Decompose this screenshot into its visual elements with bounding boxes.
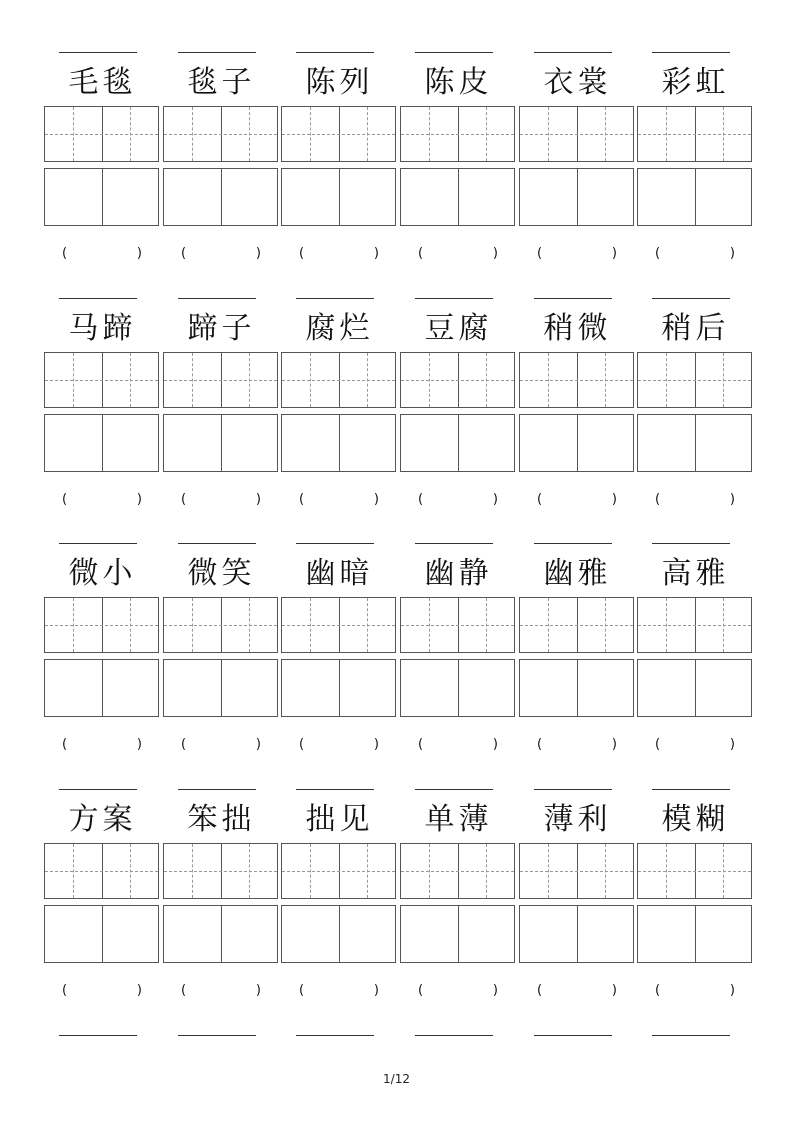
answer-line <box>296 789 374 790</box>
writing-box[interactable] <box>44 168 159 226</box>
paren-open: ( <box>62 983 68 998</box>
paren-open: ( <box>181 492 187 507</box>
answer-line <box>534 52 612 53</box>
vocab-word: 高雅 <box>661 556 730 591</box>
paren-close: ) <box>729 737 735 752</box>
tianzige-box[interactable] <box>44 843 159 899</box>
paren-open: ( <box>537 492 543 507</box>
writing-box[interactable] <box>400 168 515 226</box>
paren-close: ) <box>255 246 261 261</box>
answer-line <box>534 789 612 790</box>
paren-open: ( <box>62 246 68 261</box>
answer-line <box>178 1035 256 1036</box>
tianzige-box[interactable] <box>163 843 278 899</box>
tianzige-box[interactable] <box>281 352 396 408</box>
tianzige-box[interactable] <box>400 843 515 899</box>
writing-box[interactable] <box>163 168 278 226</box>
paren-close: ) <box>373 737 379 752</box>
writing-box[interactable] <box>281 414 396 472</box>
writing-box[interactable] <box>44 414 159 472</box>
vocab-word: 幽雅 <box>543 556 612 591</box>
vocab-word: 稍微 <box>543 311 612 346</box>
paren-open: ( <box>299 737 305 752</box>
paren-open: ( <box>537 246 543 261</box>
vocab-word: 拙见 <box>305 802 374 837</box>
tianzige-box[interactable] <box>281 597 396 653</box>
answer-line <box>652 543 730 544</box>
answer-line <box>59 789 137 790</box>
writing-box[interactable] <box>400 905 515 963</box>
tianzige-box[interactable] <box>281 106 396 162</box>
paren-open: ( <box>537 983 543 998</box>
vocab-word: 毛毯 <box>68 65 137 100</box>
answer-line <box>534 1035 612 1036</box>
paren-close: ) <box>373 246 379 261</box>
writing-box[interactable] <box>519 168 634 226</box>
vocab-word: 彩虹 <box>661 65 730 100</box>
answer-line <box>59 52 137 53</box>
answer-line <box>178 543 256 544</box>
tianzige-box[interactable] <box>637 106 752 162</box>
paren-open: ( <box>62 492 68 507</box>
tianzige-box[interactable] <box>281 843 396 899</box>
writing-box[interactable] <box>163 659 278 717</box>
paren-open: ( <box>418 737 424 752</box>
vocab-word: 腐烂 <box>305 311 374 346</box>
tianzige-box[interactable] <box>163 106 278 162</box>
answer-line <box>415 1035 493 1036</box>
vocab-word: 毯子 <box>187 65 256 100</box>
tianzige-box[interactable] <box>519 597 634 653</box>
writing-box[interactable] <box>281 905 396 963</box>
vocab-word: 陈皮 <box>424 65 493 100</box>
answer-line <box>415 52 493 53</box>
paren-close: ) <box>136 492 142 507</box>
paren-open: ( <box>537 737 543 752</box>
vocab-word: 模糊 <box>661 802 730 837</box>
paren-close: ) <box>255 983 261 998</box>
vocab-word: 单薄 <box>424 802 493 837</box>
vocab-word: 笨拙 <box>187 802 256 837</box>
paren-open: ( <box>299 983 305 998</box>
vocab-word: 薄利 <box>543 802 612 837</box>
answer-line <box>59 298 137 299</box>
answer-line <box>59 543 137 544</box>
vocab-word: 方案 <box>68 802 137 837</box>
tianzige-box[interactable] <box>637 352 752 408</box>
answer-line <box>415 543 493 544</box>
tianzige-box[interactable] <box>44 106 159 162</box>
vocab-word: 衣裳 <box>543 65 612 100</box>
paren-open: ( <box>299 492 305 507</box>
vocab-word: 马蹄 <box>68 311 137 346</box>
tianzige-box[interactable] <box>519 843 634 899</box>
writing-box[interactable] <box>44 905 159 963</box>
tianzige-box[interactable] <box>637 597 752 653</box>
writing-box[interactable] <box>637 905 752 963</box>
paren-close: ) <box>729 983 735 998</box>
paren-close: ) <box>729 246 735 261</box>
paren-close: ) <box>255 737 261 752</box>
paren-open: ( <box>655 737 661 752</box>
paren-close: ) <box>255 492 261 507</box>
paren-open: ( <box>299 246 305 261</box>
paren-open: ( <box>655 983 661 998</box>
writing-box[interactable] <box>281 168 396 226</box>
tianzige-box[interactable] <box>163 597 278 653</box>
writing-box[interactable] <box>519 414 634 472</box>
paren-open: ( <box>655 246 661 261</box>
vocab-word: 幽暗 <box>305 556 374 591</box>
writing-box[interactable] <box>637 168 752 226</box>
writing-box[interactable] <box>163 905 278 963</box>
paren-close: ) <box>373 492 379 507</box>
paren-close: ) <box>492 492 498 507</box>
paren-close: ) <box>611 737 617 752</box>
paren-open: ( <box>181 983 187 998</box>
writing-box[interactable] <box>637 414 752 472</box>
vocab-word: 幽静 <box>424 556 493 591</box>
tianzige-box[interactable] <box>163 352 278 408</box>
tianzige-box[interactable] <box>44 352 159 408</box>
answer-line <box>59 1035 137 1036</box>
writing-box[interactable] <box>519 905 634 963</box>
paren-close: ) <box>611 246 617 261</box>
tianzige-box[interactable] <box>400 106 515 162</box>
answer-line <box>178 789 256 790</box>
vocab-word: 稍后 <box>661 311 730 346</box>
vocab-word: 陈列 <box>305 65 374 100</box>
paren-close: ) <box>611 492 617 507</box>
writing-box[interactable] <box>400 414 515 472</box>
writing-box[interactable] <box>44 659 159 717</box>
tianzige-box[interactable] <box>519 106 634 162</box>
page-number: 1/12 <box>383 1072 410 1086</box>
writing-box[interactable] <box>400 659 515 717</box>
paren-close: ) <box>492 983 498 998</box>
paren-close: ) <box>729 492 735 507</box>
answer-line <box>296 298 374 299</box>
answer-line <box>652 1035 730 1036</box>
paren-open: ( <box>655 492 661 507</box>
tianzige-box[interactable] <box>400 352 515 408</box>
answer-line <box>652 789 730 790</box>
answer-line <box>296 543 374 544</box>
paren-open: ( <box>418 246 424 261</box>
writing-box[interactable] <box>163 414 278 472</box>
paren-close: ) <box>611 983 617 998</box>
vocab-word: 微笑 <box>187 556 256 591</box>
paren-open: ( <box>181 246 187 261</box>
answer-line <box>534 298 612 299</box>
answer-line <box>296 52 374 53</box>
answer-line <box>178 298 256 299</box>
tianzige-box[interactable] <box>519 352 634 408</box>
paren-close: ) <box>492 737 498 752</box>
answer-line <box>415 789 493 790</box>
answer-line <box>178 52 256 53</box>
vocab-word: 豆腐 <box>424 311 493 346</box>
paren-close: ) <box>136 246 142 261</box>
answer-line <box>652 52 730 53</box>
paren-close: ) <box>136 983 142 998</box>
vocab-word: 蹄子 <box>187 311 256 346</box>
answer-line <box>534 543 612 544</box>
writing-box[interactable] <box>519 659 634 717</box>
paren-close: ) <box>492 246 498 261</box>
tianzige-box[interactable] <box>637 843 752 899</box>
answer-line <box>296 1035 374 1036</box>
paren-open: ( <box>418 983 424 998</box>
vocab-word: 微小 <box>68 556 137 591</box>
paren-close: ) <box>373 983 379 998</box>
paren-open: ( <box>62 737 68 752</box>
writing-box[interactable] <box>281 659 396 717</box>
answer-line <box>415 298 493 299</box>
answer-line <box>652 298 730 299</box>
tianzige-box[interactable] <box>44 597 159 653</box>
writing-box[interactable] <box>637 659 752 717</box>
paren-open: ( <box>181 737 187 752</box>
paren-open: ( <box>418 492 424 507</box>
tianzige-box[interactable] <box>400 597 515 653</box>
paren-close: ) <box>136 737 142 752</box>
